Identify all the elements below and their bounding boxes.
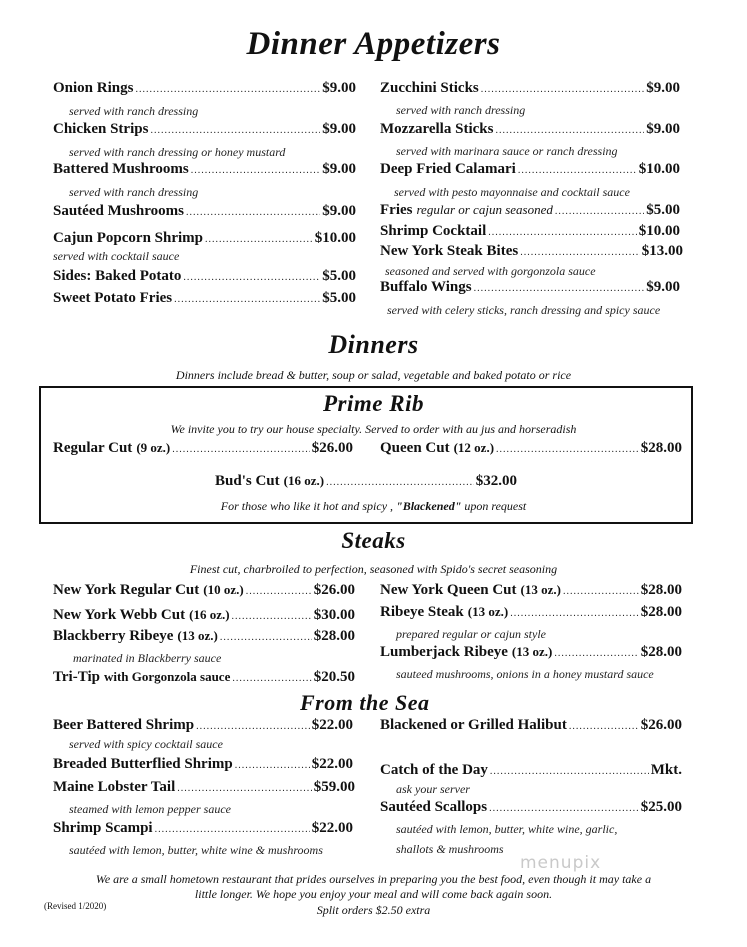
- blackened-note: For those who like it hot and spicy , "Blackened" upon request: [220, 499, 527, 513]
- item-name: Blackberry Ribeye: [53, 628, 174, 644]
- item-name: Cajun Popcorn Shrimp: [53, 230, 204, 246]
- item-size: (13 oz.): [511, 644, 553, 659]
- menu-item: [380, 224, 680, 239]
- dot-leader: [488, 228, 636, 238]
- item-name: Bud's Cut: [215, 473, 280, 489]
- item-note: regular or cajun seasoned: [416, 202, 553, 217]
- dot-leader: [172, 445, 310, 455]
- item-price: $22.00: [311, 717, 353, 733]
- menu-item: [380, 800, 682, 815]
- item-price: $9.00: [646, 121, 680, 137]
- item-description: served with ranch dressing: [396, 103, 526, 117]
- item-size: (13 oz.): [177, 628, 218, 643]
- footer-line-2: little longer. We hope you enjoy your meal and will come back again soon.: [194, 887, 553, 901]
- revised-date: (Revised 1/2020): [44, 901, 107, 911]
- menu-item: [380, 583, 682, 598]
- dot-leader: [555, 207, 644, 217]
- item-name: Fries: [380, 202, 413, 218]
- dot-leader: [474, 284, 645, 294]
- item-price: $59.00: [313, 779, 355, 795]
- item-name: Onion Rings: [53, 80, 134, 96]
- steaks-intro: Finest cut, charbroiled to perfection, seasoned with Spido's secret seasoning: [189, 562, 558, 576]
- item-size: (10 oz.): [203, 582, 244, 597]
- blackened-word: "Blackened": [396, 499, 462, 513]
- item-name: Ribeye Steak: [380, 604, 464, 620]
- dot-leader: [326, 478, 474, 488]
- dot-leader: [510, 609, 639, 619]
- item-description: served with marinara sauce or ranch dressing: [396, 144, 618, 158]
- item-name: New York Steak Bites: [380, 243, 519, 259]
- dot-leader: [563, 587, 639, 597]
- dot-leader: [481, 85, 644, 95]
- menu-item: [215, 474, 517, 489]
- menu-item: [380, 203, 680, 218]
- item-description: shallots & mushrooms: [396, 842, 504, 856]
- item-name: Queen Cut: [380, 440, 450, 456]
- item-name: Sautéed Scallops: [380, 799, 488, 815]
- dot-leader: [554, 649, 638, 659]
- item-size: with Gorgonzola sauce: [103, 669, 231, 684]
- section-title-prime-rib: Prime Rib: [323, 391, 424, 416]
- menu-item: [380, 244, 683, 259]
- dot-leader: [496, 445, 639, 455]
- dot-leader: [490, 767, 649, 777]
- dot-leader: [495, 126, 644, 136]
- dot-leader: [520, 248, 640, 258]
- item-price: $9.00: [646, 279, 680, 295]
- menu-item: [53, 718, 353, 733]
- page-title: Dinner Appetizers: [246, 26, 501, 62]
- dot-leader: [186, 208, 320, 218]
- item-price: $10.00: [638, 161, 680, 177]
- menu-item: [380, 645, 682, 660]
- item-price: $28.00: [640, 644, 682, 660]
- item-price: $25.00: [640, 799, 682, 815]
- item-name: Zucchini Sticks: [380, 80, 479, 96]
- dot-leader: [183, 273, 320, 283]
- dot-leader: [569, 722, 639, 732]
- dot-leader: [155, 825, 310, 835]
- section-title-dinners: Dinners: [328, 330, 419, 359]
- item-price: Mkt.: [650, 762, 682, 778]
- item-price: $10.00: [638, 223, 680, 239]
- item-price: $9.00: [322, 121, 356, 137]
- menu-item: [53, 162, 356, 177]
- item-name: Lumberjack Ribeye: [380, 644, 508, 660]
- item-price: $22.00: [311, 756, 353, 772]
- item-size: (16 oz.): [189, 607, 230, 622]
- item-description: served with ranch dressing: [69, 185, 199, 199]
- dot-leader: [177, 784, 312, 794]
- item-price: $32.00: [475, 473, 517, 489]
- dot-leader: [232, 674, 311, 684]
- item-price: $5.00: [322, 290, 356, 306]
- menu-item: [53, 81, 356, 96]
- item-name: Deep Fried Calamari: [380, 161, 516, 177]
- item-description: served with celery sticks, ranch dressing and spicy sauce: [387, 303, 661, 317]
- item-description: served with ranch dressing or honey mustard: [69, 145, 286, 159]
- menu-item: [53, 780, 355, 795]
- item-name: Chicken Strips: [53, 121, 149, 137]
- dot-leader: [220, 633, 312, 643]
- item-name: Blackened or Grilled Halibut: [380, 717, 567, 733]
- item-description: steamed with lemon pepper sauce: [69, 802, 231, 816]
- item-size: (16 oz.): [283, 473, 325, 488]
- item-name: New York Webb Cut: [53, 607, 186, 623]
- menu-item: [380, 605, 682, 620]
- item-price: $22.00: [311, 820, 353, 836]
- item-price: $26.00: [640, 717, 682, 733]
- item-description: served with pesto mayonnaise and cocktail sauce: [394, 185, 630, 199]
- dot-leader: [246, 587, 312, 597]
- menu-item: [53, 821, 353, 836]
- item-description: served with cocktail sauce: [53, 249, 180, 263]
- item-description: sautéed with lemon, butter, white wine & mushrooms: [69, 843, 323, 857]
- item-size: (12 oz.): [453, 440, 495, 455]
- prime-rib-intro: We invite you to try our house specialty. Served to order with au jus and horseradish: [170, 422, 577, 436]
- watermark: menupix: [520, 853, 602, 873]
- menu-item: [53, 122, 356, 137]
- item-name: Buffalo Wings: [380, 279, 472, 295]
- item-name: Mozzarella Sticks: [380, 121, 494, 137]
- footer-line-1: We are a small hometown restaurant that prides ourselves in preparing you the best food, even though it may take a: [95, 872, 652, 886]
- section-title-steaks: Steaks: [341, 528, 406, 553]
- menu-item: [380, 441, 682, 456]
- menu-item: [53, 441, 353, 456]
- menu-item: [53, 204, 356, 219]
- item-description: seasoned and served with gorgonzola sauce: [385, 264, 596, 278]
- item-price: $9.00: [322, 203, 356, 219]
- menu-item: [53, 231, 356, 246]
- menu-item: [53, 583, 355, 598]
- item-name: Shrimp Scampi: [53, 820, 153, 836]
- dot-leader: [518, 166, 637, 176]
- item-name: New York Queen Cut: [380, 582, 517, 598]
- item-description: prepared regular or cajun style: [396, 627, 546, 641]
- item-price: $28.00: [640, 604, 682, 620]
- item-price: $30.00: [313, 607, 355, 623]
- menu-item: [53, 670, 355, 685]
- item-price: $13.00: [641, 243, 683, 259]
- item-name: Shrimp Cocktail: [380, 223, 487, 239]
- menu-item: [380, 718, 682, 733]
- menu-item: [53, 629, 355, 644]
- item-price: $28.00: [313, 628, 355, 644]
- menu-item: [53, 291, 356, 306]
- dot-leader: [191, 166, 321, 176]
- split-orders-note: Split orders $2.50 extra: [316, 903, 431, 917]
- dinners-note: Dinners include bread & butter, soup or salad, vegetable and baked potato or rice: [175, 368, 572, 382]
- item-price: $10.00: [314, 230, 356, 246]
- item-name: Catch of the Day: [380, 762, 488, 778]
- item-description: ask your server: [396, 782, 470, 796]
- menu-item: [380, 763, 682, 778]
- item-name: Sweet Potato Fries: [53, 290, 173, 306]
- item-price: $9.00: [646, 80, 680, 96]
- item-name: Breaded Butterflied Shrimp: [53, 756, 233, 772]
- item-price: $9.00: [322, 161, 356, 177]
- item-price: $26.00: [313, 582, 355, 598]
- item-name: Beer Battered Shrimp: [53, 717, 195, 733]
- dot-leader: [235, 761, 310, 771]
- menu-item: [380, 280, 680, 295]
- item-size: (9 oz.): [136, 440, 171, 455]
- item-description: served with spicy cocktail sauce: [69, 737, 223, 751]
- menu-item: [53, 757, 353, 772]
- item-size: (13 oz.): [520, 582, 561, 597]
- menu-item: [380, 162, 680, 177]
- dot-leader: [150, 126, 320, 136]
- item-price: $28.00: [640, 440, 682, 456]
- dot-leader: [489, 804, 639, 814]
- menu-item: [380, 122, 680, 137]
- item-description: marinated in Blackberry sauce: [73, 651, 222, 665]
- item-description: served with ranch dressing: [69, 104, 199, 118]
- menu-item: [380, 81, 680, 96]
- item-name: New York Regular Cut: [53, 582, 200, 598]
- dot-leader: [196, 722, 310, 732]
- dot-leader: [174, 295, 320, 305]
- item-name: Maine Lobster Tail: [53, 779, 176, 795]
- item-name: Sautéed Mushrooms: [53, 203, 184, 219]
- menu-item: [53, 269, 356, 284]
- item-description: sauteed mushrooms, onions in a honey mustard sauce: [396, 667, 654, 681]
- item-name: Sides: Baked Potato: [53, 268, 182, 284]
- item-price: $9.00: [322, 80, 356, 96]
- dot-leader: [232, 612, 312, 622]
- item-name: Regular Cut: [53, 440, 133, 456]
- item-price: $5.00: [646, 202, 680, 218]
- item-price: $20.50: [313, 669, 355, 685]
- item-description: sautéed with lemon, butter, white wine, garlic,: [396, 822, 618, 836]
- item-size: (13 oz.): [467, 604, 509, 619]
- menu-item: [53, 608, 355, 623]
- item-price: $28.00: [640, 582, 682, 598]
- item-price: $5.00: [322, 268, 356, 284]
- dot-leader: [135, 85, 320, 95]
- item-name: Battered Mushrooms: [53, 161, 189, 177]
- item-name: Tri-Tip: [53, 669, 100, 685]
- item-price: $26.00: [311, 440, 353, 456]
- section-title-from-the-sea: From the Sea: [300, 690, 430, 715]
- dot-leader: [205, 235, 313, 245]
